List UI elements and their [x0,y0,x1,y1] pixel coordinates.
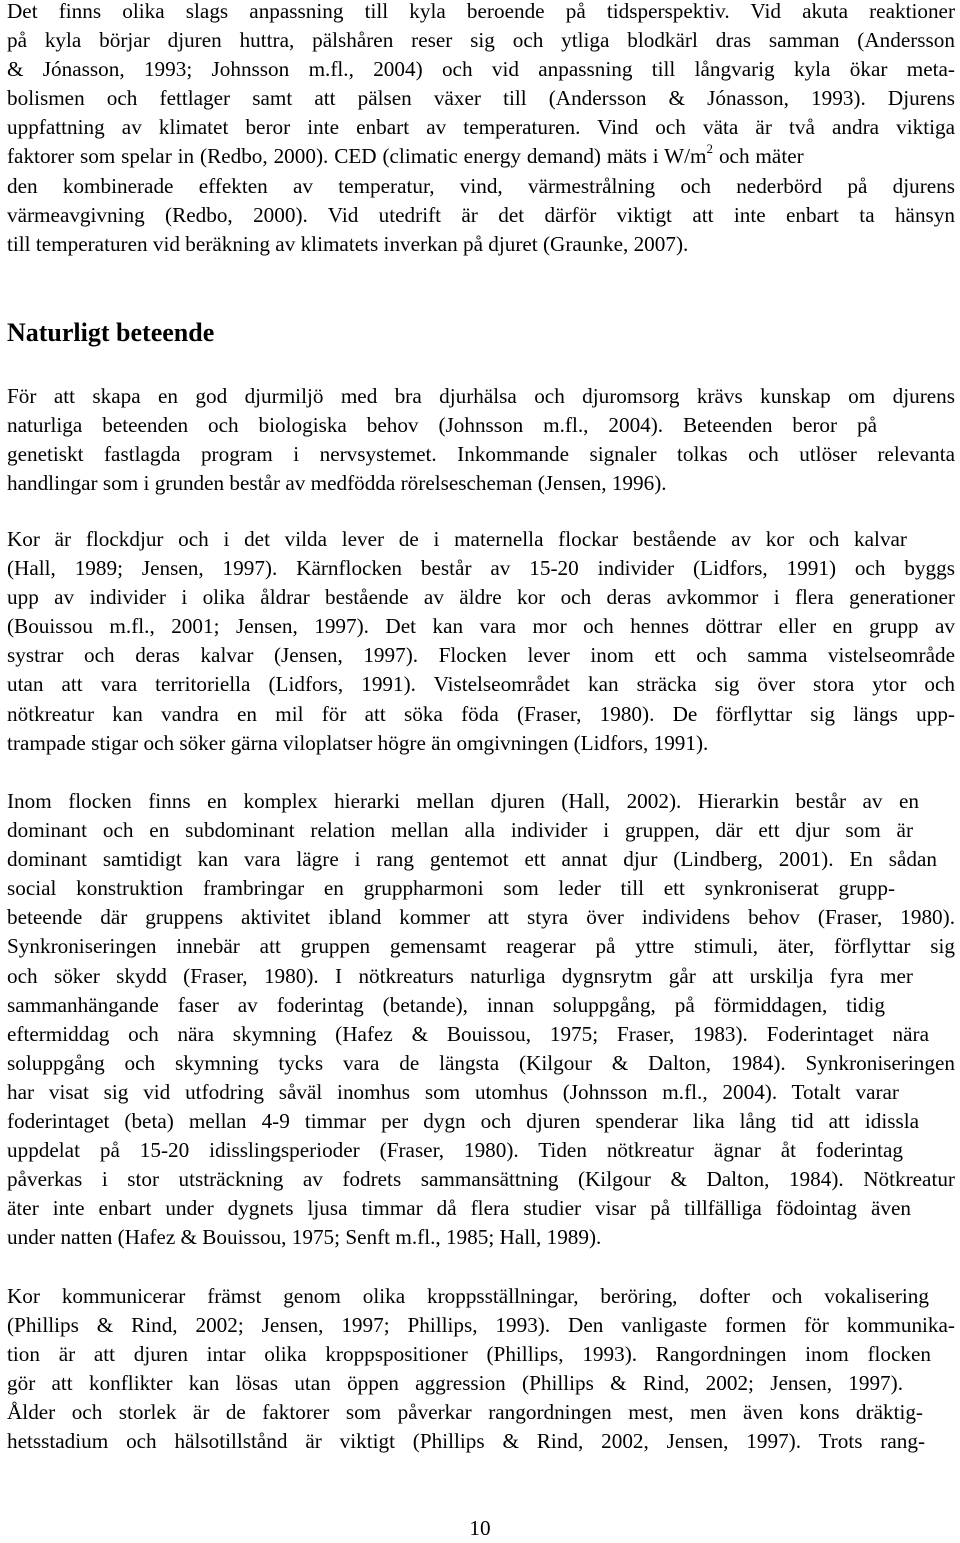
text-line: utan att vara territoriella (Lidfors, 1991). Vistelseområdet kan sträcka sig över stora ytor och [7,672,955,697]
text-line: dominant och en subdominant relation mellan alla individer i gruppen, där ett djur som är [7,818,913,843]
text-line: handlingar som i grunden består av medfödda rörelsescheman (Jensen, 1996). [7,471,667,496]
text-line: påverkas i stor utsträckning av fodrets sammansättning (Kilgour & Dalton, 1984). Nötkreatur [7,1167,955,1192]
text-line: under natten (Hafez & Bouissou, 1975; Senft m.fl., 1985; Hall, 1989). [7,1225,602,1250]
text-line: till temperaturen vid beräkning av klimatets inverkan på djuret (Graunke, 2007). [7,231,689,256]
paragraph-herd-structure [7,525,955,758]
text-line: gör att konflikter kan lösas utan öppen aggression (Phillips & Rind, 2002; Jensen, 1997). [7,1371,903,1396]
section-heading: Naturligt beteende [7,318,215,347]
text-line: hetsstadium och hälsotillstånd är viktigt (Phillips & Rind, 2002, Jensen, 1997). Trots rang- [7,1429,925,1454]
text-line: & Jónasson, 1993; Johnsson m.fl., 2004) och vid anpassning till långvarig kyla ökar meta- [7,57,955,82]
text-line: dominant samtidigt kan vara lägre i rang gentemot ett annat djur (Lindberg, 2001). En sådan [7,847,937,872]
text-line: (Hall, 1989; Jensen, 1997). Kärnflocken består av 15-20 individer (Lidfors, 1991) och byggs [7,556,955,581]
text-line: Ålder och storlek är de faktorer som påverkar rangordningen mest, men även kons dräktig- [7,1400,923,1425]
text-segment: och mäter [713,144,804,169]
paragraph-natural-behaviour [7,382,955,498]
text-line: genetiskt fastlagda program i nervsystemet. Inkommande signaler tolkas och utlöser relevanta [7,442,955,467]
text-line: beteende där gruppens aktivitet ibland kommer att styra över individens behov (Fraser, 1980). [7,905,955,930]
text-line: bolismen och fettlager samt att pälsen växer till (Andersson & Jónasson, 1993). Djurens [7,86,955,111]
text-line: uppfattning av klimatet beror inte enbart av temperaturen. Vind och väta är två andra viktiga [7,115,955,140]
superscript: 2 [706,141,714,157]
text-line: sammanhängande faser av foderintag (betande), innan soluppgång, på förmiddagen, tidig [7,992,885,1017]
paragraph-communication [7,1282,955,1457]
text-line: upp av individer i olika åldrar bestående av äldre kor och deras avkommor i flera generationer [7,585,955,610]
text-line: har visat sig vid utfodring såväl inomhus som utomhus (Johnsson m.fl., 2004). Totalt varar [7,1079,899,1104]
text-line: eftermiddag och nära skymning (Hafez & Bouissou, 1975; Fraser, 1983). Foderintaget nära [7,1021,929,1046]
text-line: nötkreatur kan vandra en mil för att söka föda (Fraser, 1980). De förflyttar sig längs upp- [7,701,955,726]
text-line: Kor är flockdjur och i det vilda lever de i maternella flockar bestående av kor och kalvar [7,527,907,551]
text-line: (Phillips & Rind, 2002; Jensen, 1997; Phillips, 1993). Den vanligaste formen för kommunika- [7,1313,955,1338]
text-line: Det finns olika slags anpassning till kyla beroende på tidsperspektiv. Vid akuta reaktioner [7,0,955,23]
text-line: Synkroniseringen innebär att gruppen gemensamt reagerar på yttre stimuli, äter, förflyttar sig [7,934,955,959]
text-line: Kor kommunicerar främst genom olika kroppsställningar, beröring, dofter och vokalisering [7,1284,929,1308]
text-line: foderintaget (beta) mellan 4-9 timmar per dygn och djuren spenderar lika lång tid att idissla [7,1109,919,1134]
text-line: tion är att djuren intar olika kroppspositioner (Phillips, 1993). Rangordningen inom flocken [7,1342,931,1367]
text-line: Inom flocken finns en komplex hierarki mellan djuren (Hall, 2002). Hierarkin består av en [7,789,919,813]
text-line: (Bouissou m.fl., 2001; Jensen, 1997). Det kan vara mor och hennes döttrar eller en grupp av [7,614,955,639]
text-line: värmeavgivning (Redbo, 2000). Vid utedrift är det därför viktigt att inte enbart ta hänsyn [7,202,955,227]
text-line: systrar och deras kalvar (Jensen, 1997). Flocken lever inom ett och samma vistelseområde [7,643,955,668]
text-line: naturliga beteenden och biologiska behov (Johnsson m.fl., 2004). Beteenden beror på [7,413,877,438]
text-line: trampade stigar och söker gärna viloplatser högre än omgivningen (Lidfors, 1991). [7,730,709,755]
text-line-with-superscript [7,142,955,171]
text-segment: faktorer som spelar in (Redbo, 2000). CED (climatic energy demand) mäts i W/m [7,144,707,169]
text-line: soluppgång och skymning tycks vara de längsta (Kilgour & Dalton, 1984). Synkroniseringen [7,1050,955,1075]
text-line: social konstruktion frambringar en gruppharmoni som leder till ett synkroniserat grupp- [7,876,895,901]
text-line: För att skapa en god djurmiljö med bra djurhälsa och djuromsorg krävs kunskap om djurens [7,384,955,408]
text-line: den kombinerade effekten av temperatur, vind, värmestrålning och nederbörd på djurens [7,173,955,198]
page-number: 10 [469,1516,491,1540]
text-line: äter inte enbart under dygnets ljusa timmar då flera studier visar på tillfälliga födointag även [7,1196,911,1221]
text-line: på kyla börjar djuren huttra, pälshåren reser sig och ytliga blodkärl dras samman (Andersson [7,28,955,53]
paragraph-cold-adaptation [7,0,955,259]
paragraph-hierarchy [7,787,955,1253]
text-line: uppdelat på 15-20 idisslingsperioder (Fraser, 1980). Tiden nötkreatur ägnar åt foderintag [7,1138,903,1163]
text-line: och söker skydd (Fraser, 1980). I nötkreaturs naturliga dygnsrytm går att urskilja fyra mer [7,963,913,988]
